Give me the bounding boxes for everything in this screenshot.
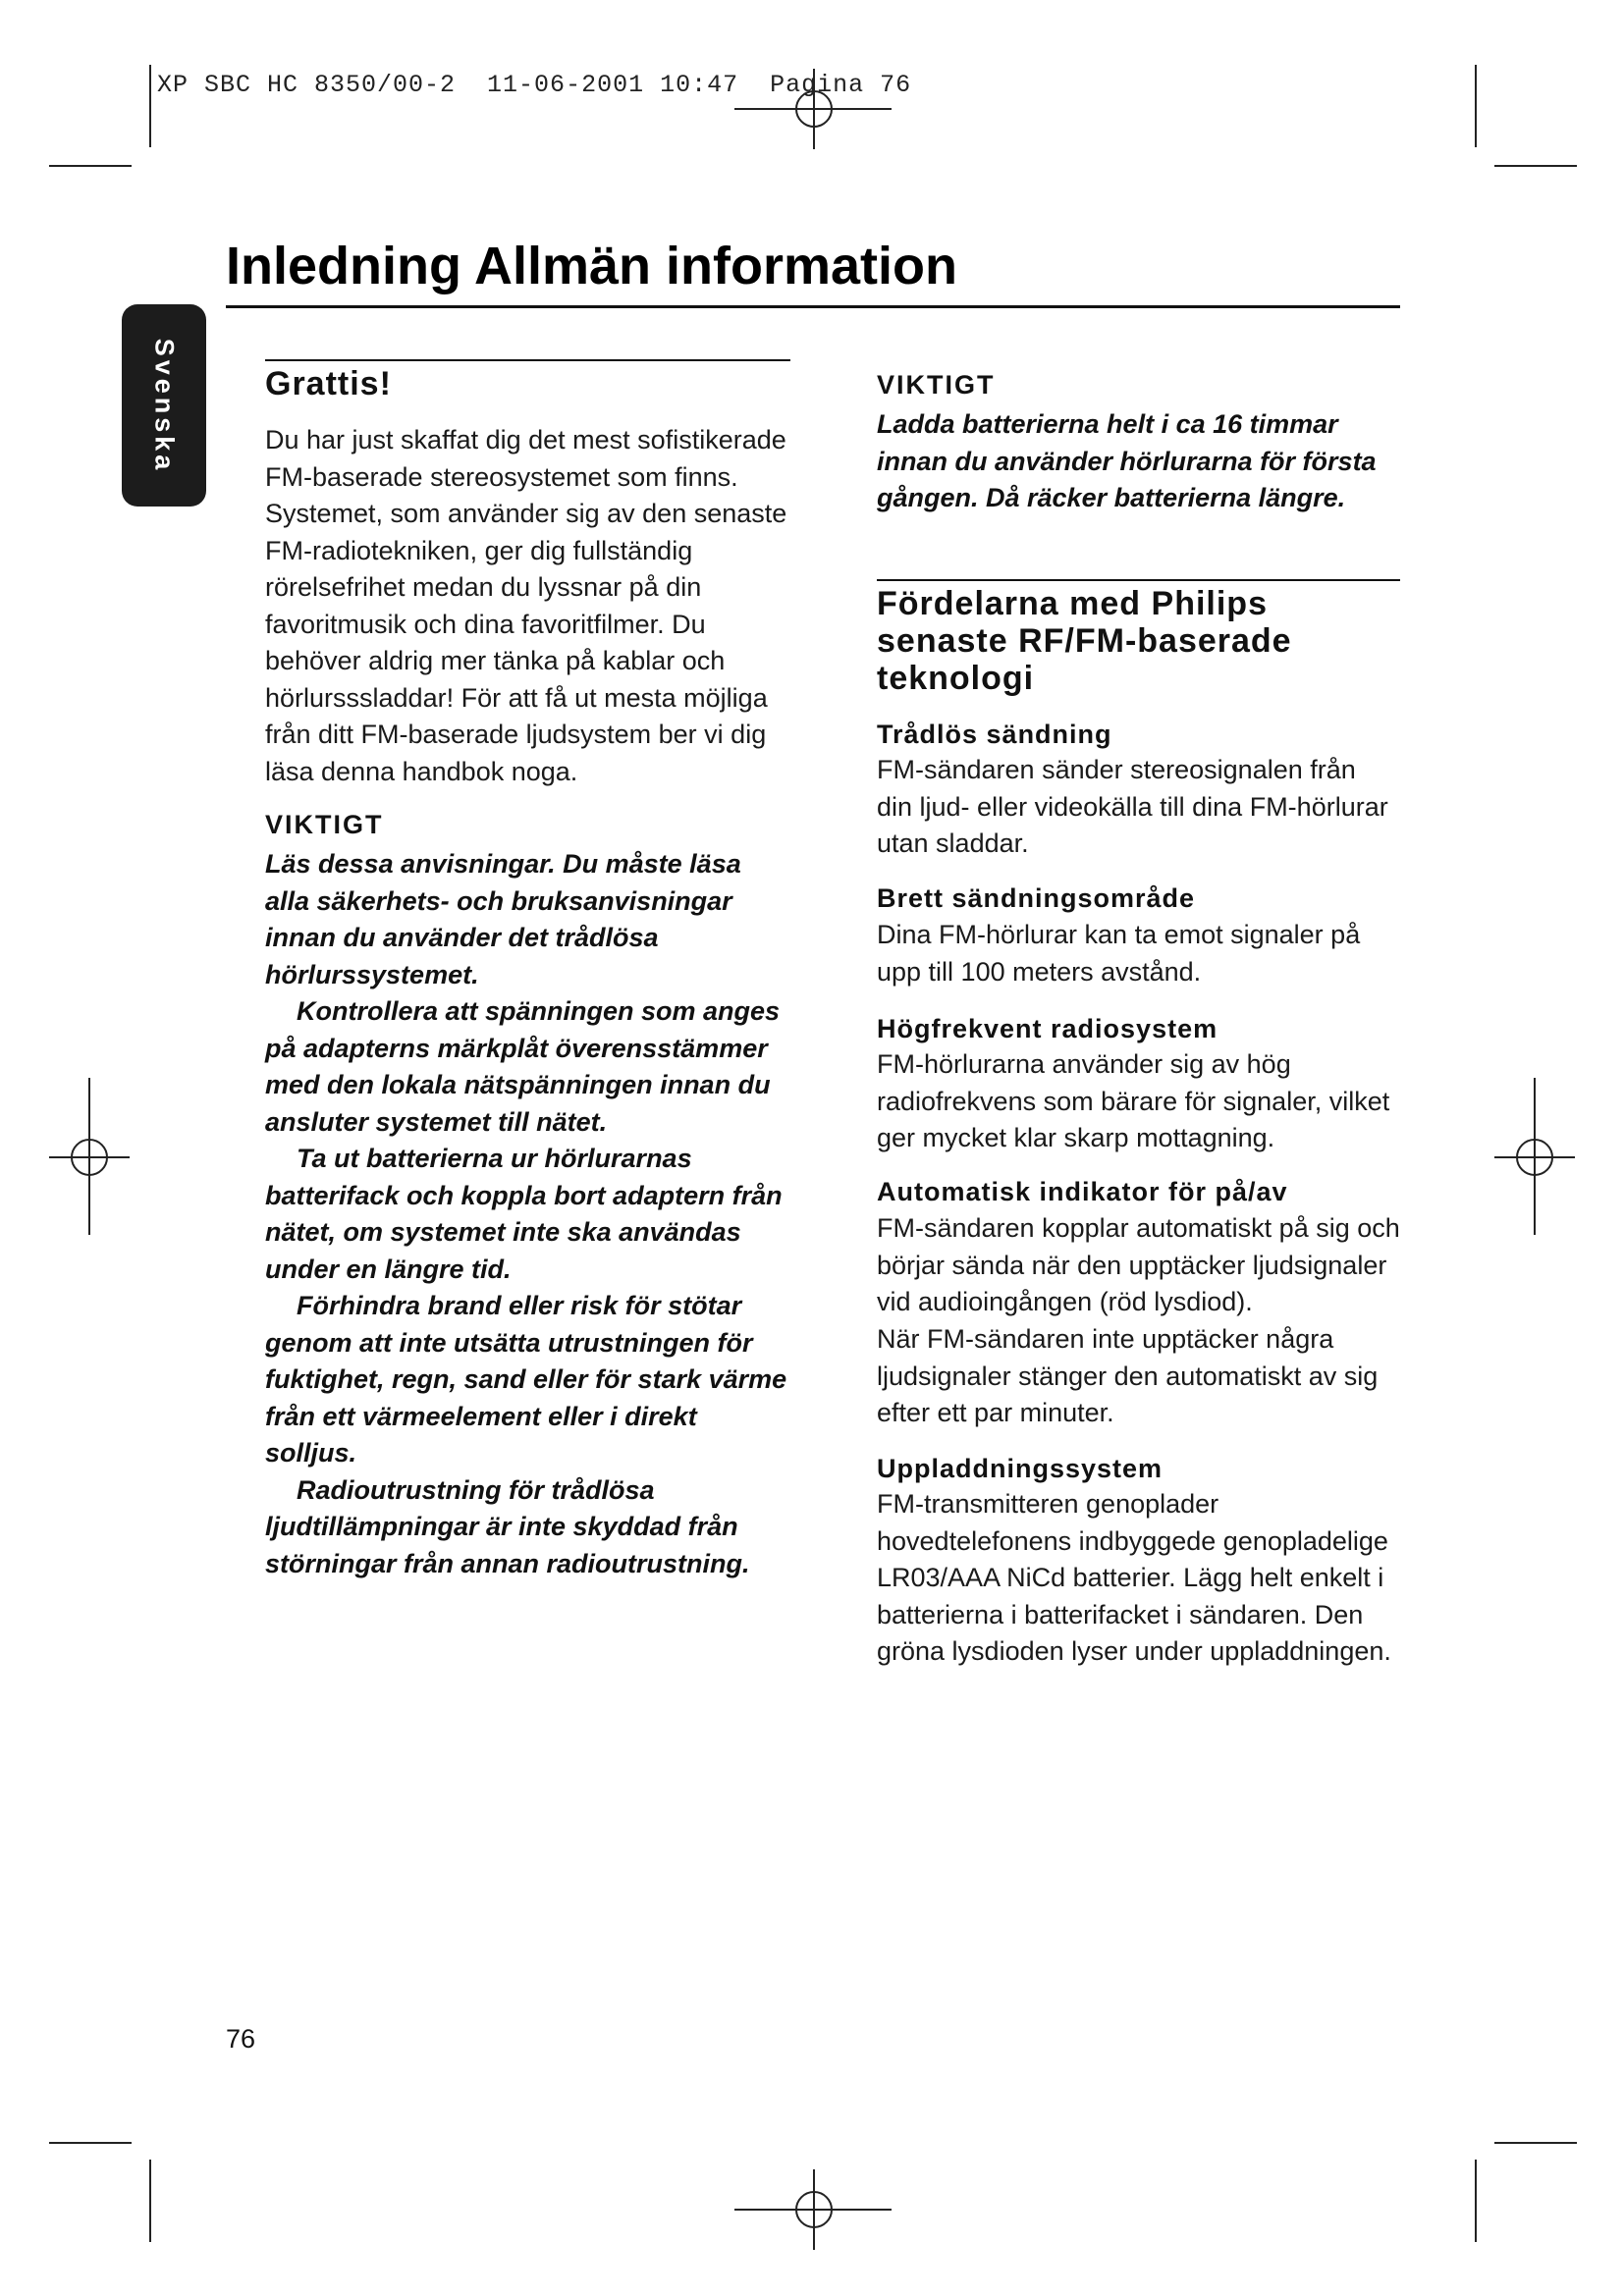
right-viktigt-heading: VIKTIGT [877, 370, 996, 400]
feature-text: Dina FM-hörlurar kan ta emot signaler på upp till 100 meters avstånd. [877, 920, 1361, 987]
section-divider [265, 359, 790, 361]
language-tab-label-wrap [122, 304, 206, 507]
feature-text: FM-sändaren sänder stereosignalen från din ljud- eller videokälla till dina FM-hörlurar utan sladdar. [877, 755, 1388, 858]
crop-mark [149, 2160, 151, 2242]
crop-mark [1494, 2142, 1577, 2144]
feature-text: FM-hörlurarna använder sig av hög radiofrekvens som bärare för signaler, vilket ger mycket klar skarp mottagning. [877, 1049, 1390, 1152]
language-tab-label: Svenska [149, 338, 180, 473]
section-divider [877, 579, 1400, 581]
registration-mark [49, 1156, 130, 1158]
crop-mark [49, 165, 132, 167]
feature-text: FM-transmitteren genoplader hovedtelefonens indbyggede genopladelige LR03/AAA NiCd batterier. Lägg helt enkelt i batterierna i batterifacket i sändaren. Den gröna lysdioden lyser under uppladdningen. [877, 1489, 1391, 1666]
feature-text: FM-sändaren kopplar automatiskt på sig och börjar sända när den upptäcker ljudsignaler vid audioingången (röd lysdiod). [877, 1213, 1400, 1316]
page-title: Inledning Allmän information [226, 237, 957, 295]
grattis-heading: Grattis! [265, 365, 392, 402]
feature-title: Brett sändningsområde [877, 883, 1196, 913]
crop-mark [1475, 2160, 1477, 2242]
title-divider [226, 305, 1400, 308]
grattis-text: Du har just skaffat dig det mest sofistikerade FM-baserade stereosystemet som finns. Systemet, som använder sig av den senaste FM-radiotekniken, ger dig fullständig rörelsefrihet medan du lyssnar på din favoritmusik och dina favoritfilmer. Du behöver aldrig mer tänka på kablar och hörlursssladdar! För att få ut mesta möjliga från ditt FM-baserade ljudsystem ber vi dig läsa denna handbok noga. [265, 425, 787, 786]
warning-paragraph: Förhindra brand eller risk för stötar genom att inte utsätta utrustningen för fuktighet, regn, sand eller för stark värme från ett värmeelement eller i direkt solljus. [265, 1291, 787, 1468]
crop-mark [149, 65, 151, 147]
crop-mark [1475, 65, 1477, 147]
warning-paragraph: Radioutrustning för trådlösa ljudtillämpningar är inte skyddad från störningar från annan radioutrustning. [265, 1474, 750, 1578]
viktigt-heading: VIKTIGT [265, 810, 384, 839]
features-heading: Fördelarna med Philips senaste RF/FM-baserade teknologi [877, 585, 1292, 697]
feature-title: Uppladdningssystem [877, 1454, 1164, 1483]
feature-text: När FM-sändaren inte upptäcker några ljudsignaler stänger den automatiskt av sig efter ett par minuter. [877, 1324, 1379, 1427]
warning-paragraph: Ta ut batterierna ur hörlurarnas batterifack och koppla bort adaptern från nätet, om systemet inte ska användas under en längre tid. [265, 1144, 783, 1284]
feature-title: Högfrekvent radiosystem [877, 1014, 1218, 1043]
crop-mark [1494, 165, 1577, 167]
registration-mark [734, 2209, 892, 2211]
warning-paragraph: Läs dessa anvisningar. Du måste läsa alla säkerhets- och bruksanvisningar innan du använder det trådlösa hörlurssystemet. [265, 849, 741, 989]
feature-title: Automatisk indikator för på/av [877, 1177, 1288, 1206]
right-viktigt-text: Ladda batterierna helt i ca 16 timmar innan du använder hörlurarna för första gången. Då räcker batterierna längre. [877, 409, 1377, 512]
print-slug: XP SBC HC 8350/00-2 11-06-2001 10:47 Pagina 76 [157, 71, 912, 99]
feature-title: Trådlös sändning [877, 720, 1112, 749]
registration-mark [1494, 1156, 1575, 1158]
page-number: 76 [226, 2024, 256, 2054]
viktigt-warnings [265, 846, 790, 1582]
registration-mark [734, 108, 892, 110]
crop-mark [49, 2142, 132, 2144]
warning-paragraph: Kontrollera att spänningen som anges på adapterns märkplåt överensstämmer med den lokala nätspänningen innan du ansluter systemet till nätet. [265, 996, 781, 1137]
